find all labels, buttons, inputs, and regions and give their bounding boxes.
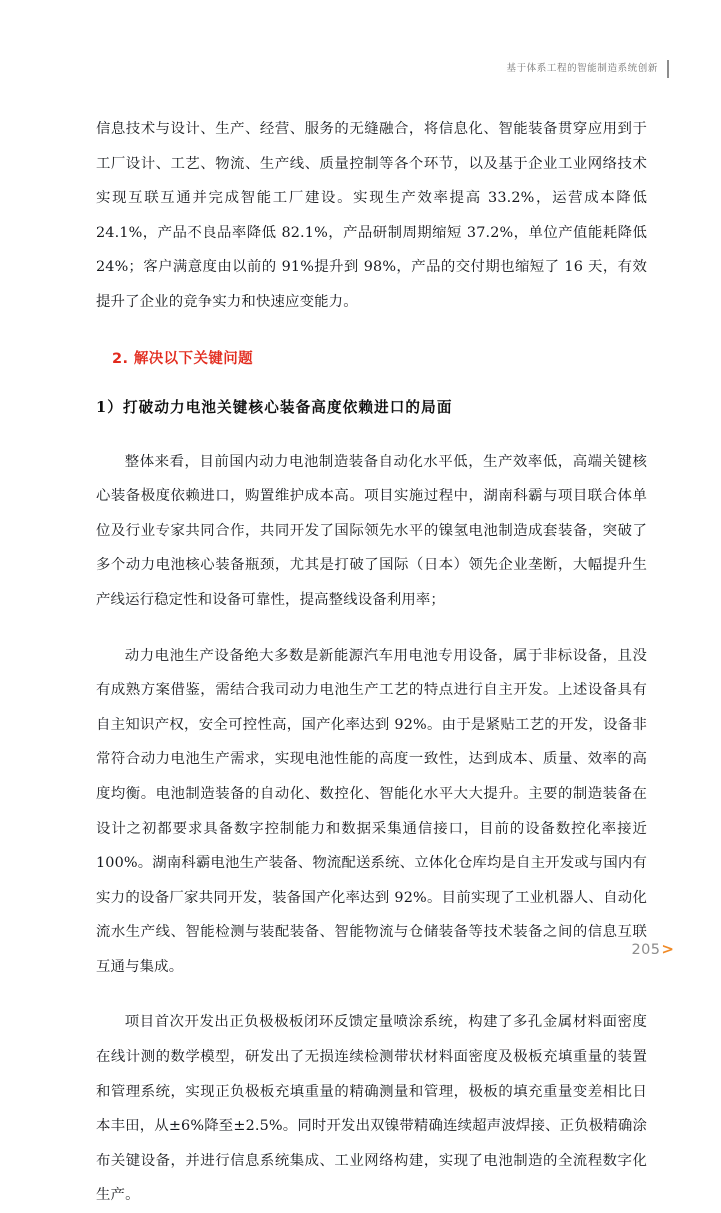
- sub-heading: 1）打破动力电池关键核心装备高度依赖进口的局面: [96, 398, 453, 416]
- spacer: [96, 984, 647, 1005]
- chevron-right-icon: >: [661, 939, 674, 958]
- paragraph-continuation: 信息技术与设计、生产、经营、服务的无缝融合，将信息化、智能装备贯穿应用到于工厂设计、工艺、物流、生产线、质量控制等各个环节，以及基于企业工业网络技术实现互联互通并完成智能工厂建设。实现生产效率提高 33.2%，运营成本降低 24.1%，产品不良品率降低 82.1%，产品研制周期缩短 37.2%，单位产值能耗降低 24%；客户满意度由以前的 91%提升到 98%，产品的交付期也缩短了 16 天，有效提升了企业的竞争实力和快速应变能力。: [96, 121, 647, 310]
- spacer: [96, 371, 647, 395]
- paragraph-overview: 整体来看，目前国内动力电池制造装备自动化水平低，生产效率低，高端关键核心装备极度依赖进口，购置维护成本高。项目实施过程中，湖南科霸与项目联合体单位及行业专家共同合作，共同开发了国际领先水平的镍氢电池制造成套装备，突破了多个动力电池核心装备瓶颈，尤其是打破了国际（日本）领先企业垄断，大幅提升生产线运行稳定性和设备可靠性，提高整线设备利用率；: [96, 453, 647, 608]
- spacer: [96, 320, 647, 347]
- running-header: [506, 59, 669, 79]
- page-folio: [631, 939, 674, 958]
- text-column: [96, 112, 647, 1213]
- spacer: [96, 421, 647, 445]
- running-header-rule-divider: [667, 60, 669, 78]
- spacer: [96, 618, 647, 639]
- paragraph-equipment: 动力电池生产设备绝大多数是新能源汽车用电池专用设备，属于非标设备，且没有成熟方案借鉴，需结合我司动力电池生产工艺的特点进行自主开发。上述设备具有自主知识产权，安全可控性高，国产化率达到 92%。由于是紧贴工艺的开发，设备非常符合动力电池生产需求，实现电池性能的高度一致性，达到成本、质量、效率的高度均衡。电池制造装备的自动化、数控化、智能化水平大大提升。主要的制造装备在设计之初都要求具备数字控制能力和数据采集通信接口，目前的设备数控化率接近 100%。湖南科霸电池生产装备、物流配送系统、立体化仓库均是自主开发或与国内有实力的设备厂家共同开发，装备国产化率达到 92%。目前实现了工业机器人、自动化流水生产线、智能检测与装配装备、智能物流与仓储装备等技术装备之间的信息互联互通与集成。: [96, 647, 647, 975]
- section-heading: 2. 解决以下关键问题: [112, 350, 254, 367]
- page-number: 205: [631, 941, 661, 958]
- paragraph-coating-system: 项目首次开发出正负极极板闭环反馈定量喷涂系统，构建了多孔金属材料面密度在线计测的数学模型，研发出了无损连续检测带状材料面密度及极板充填重量的装置和管理系统，实现正负极板充填重量的精确测量和管理，极板的填充重量变差相比日本丰田，从±6%降至±2.5%。同时开发出双镍带精确连续超声波焊接、正负极精确涂布关键设备，并进行信息系统集成、工业网络构建，实现了电池制造的全流程数字化生产。: [96, 1014, 647, 1204]
- running-header-title: 基于体系工程的智能制造系统创新: [506, 63, 658, 75]
